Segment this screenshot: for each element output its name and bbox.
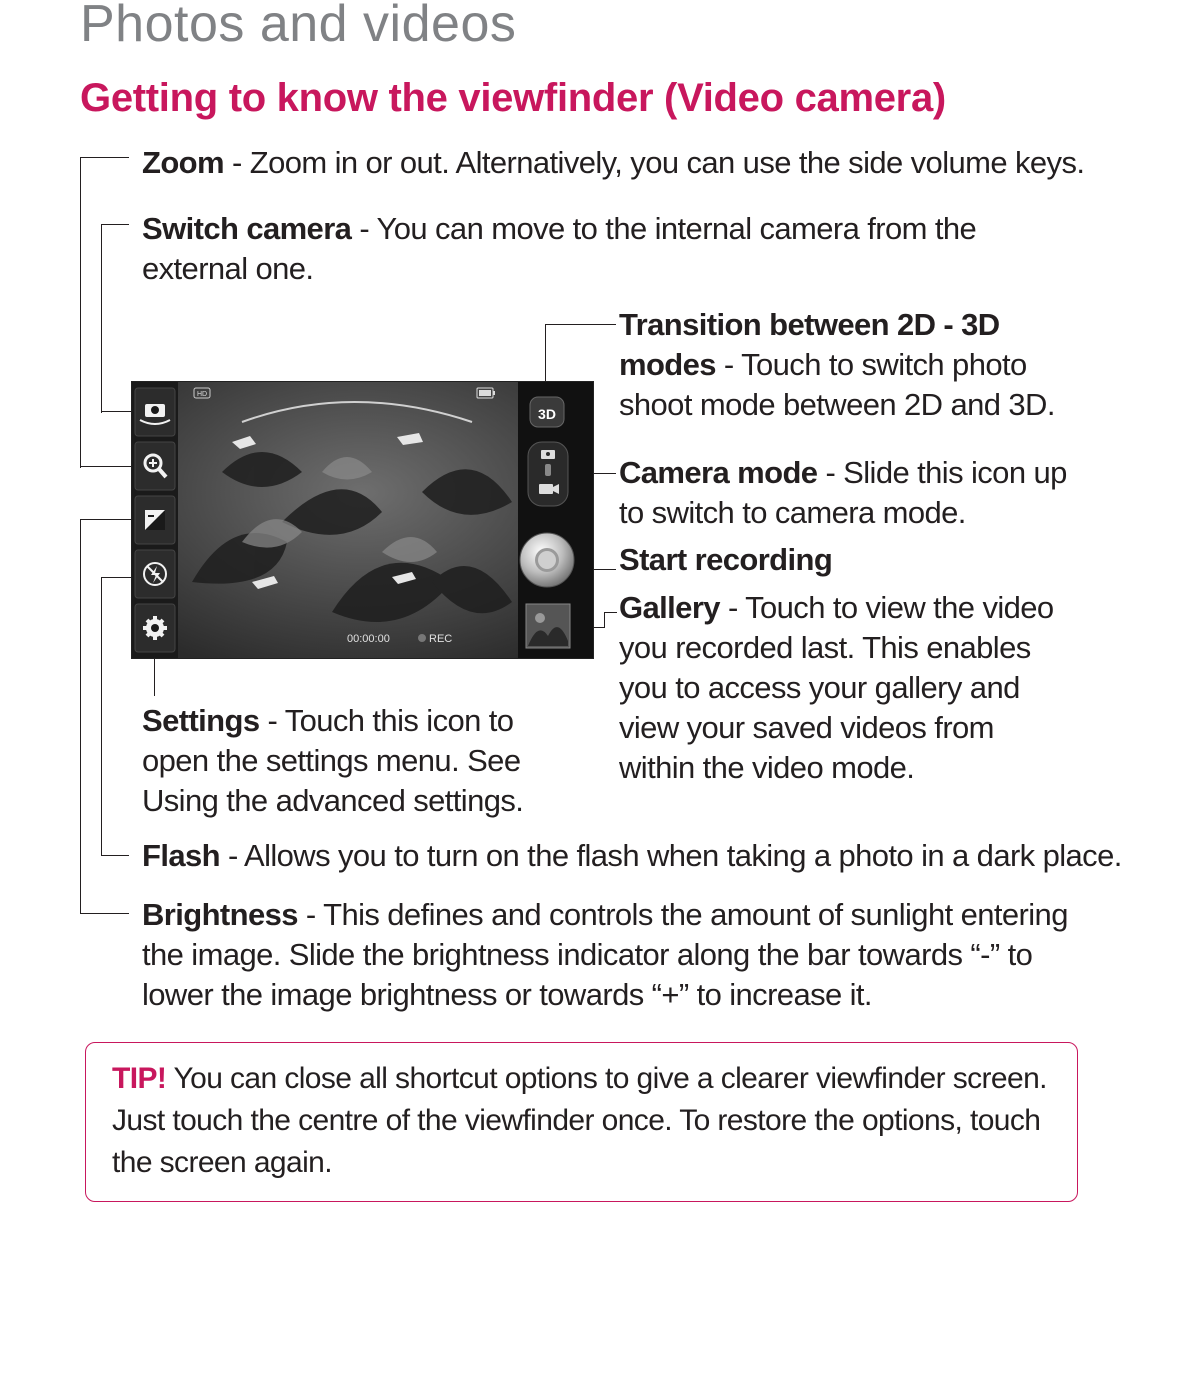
gallery-term: Gallery (619, 590, 720, 625)
brightness-term: Brightness (142, 897, 298, 932)
brightness-icon[interactable] (145, 510, 165, 530)
tip-text-block (112, 1058, 1052, 1184)
flash-term: Flash (142, 838, 220, 873)
transition-term: Transition between 2D - 3D modes (619, 307, 1000, 382)
gallery-text: - Touch to view the video you recorded last. This enables you to access your gallery and view your saved videos from within the video mode. (619, 590, 1054, 785)
flash-text: - Allows you to turn on the flash when taking a photo in a dark place. (219, 838, 1122, 873)
brightness-description (142, 895, 1092, 1015)
record-timer: 00:00:00 (347, 633, 390, 645)
video-camera-icon[interactable] (539, 484, 559, 494)
gallery-thumbnail[interactable] (526, 604, 570, 648)
transition-description (619, 305, 1059, 425)
zoom-term: Zoom (142, 145, 224, 180)
settings-term: Settings (142, 703, 260, 738)
transition-text: - Touch to switch photo shoot mode between 2D and 3D. (619, 347, 1055, 422)
3d-label: 3D (538, 406, 556, 422)
settings-text: - Touch this icon to open the settings menu. See Using the advanced settings. (142, 703, 524, 818)
zoom-description (142, 143, 1142, 183)
rec-label: REC (429, 633, 453, 645)
switch-camera-leader-tail (101, 411, 132, 412)
zoom-text: - Zoom in or out. Alternatively, you can use the side volume keys. (223, 145, 1085, 180)
switch-camera-description (142, 209, 1072, 289)
viewfinder-image (132, 382, 593, 658)
gallery-leader-up (604, 612, 617, 628)
page-heading: Getting to know the viewfinder (Video camera) (80, 76, 946, 120)
camera-mode-term: Camera mode (619, 455, 818, 490)
camera-mode-text: - Slide this icon up to switch to camera mode. (619, 455, 1067, 530)
switch-camera-term: Switch camera (142, 211, 352, 246)
start-recording-term: Start recording (619, 542, 833, 577)
camera-icon[interactable] (541, 450, 555, 459)
settings-description (142, 701, 582, 821)
brightness-text: - This defines and controls the amount of sunlight entering the image. Slide the brightness indicator along the bar towards “-” to lower the image brightness or towards “+” to increase it. (142, 897, 1068, 1012)
camera-mode-description (619, 453, 1069, 533)
record-icon[interactable] (520, 533, 574, 587)
switch-camera-text: - You can move to the internal camera from the external one. (142, 211, 977, 286)
switch-camera-leader (101, 224, 129, 413)
zoom-leader-tail (80, 466, 132, 467)
tip-text: You can close all shortcut options to give a clearer viewfinder screen. Just touch the centre of the viewfinder once. To restore the options, touch the screen again. (112, 1062, 1047, 1179)
tip-label: TIP! (112, 1062, 167, 1095)
gallery-description (619, 588, 1069, 788)
flash-description (142, 836, 1152, 876)
viewfinder-screenshot (131, 381, 594, 659)
start-recording-description (619, 540, 1019, 580)
section-title: Photos and videos (80, 0, 517, 53)
rec-indicator-icon (418, 634, 426, 642)
flash-leader-vert (101, 577, 129, 856)
hd-badge: HD (196, 391, 208, 398)
